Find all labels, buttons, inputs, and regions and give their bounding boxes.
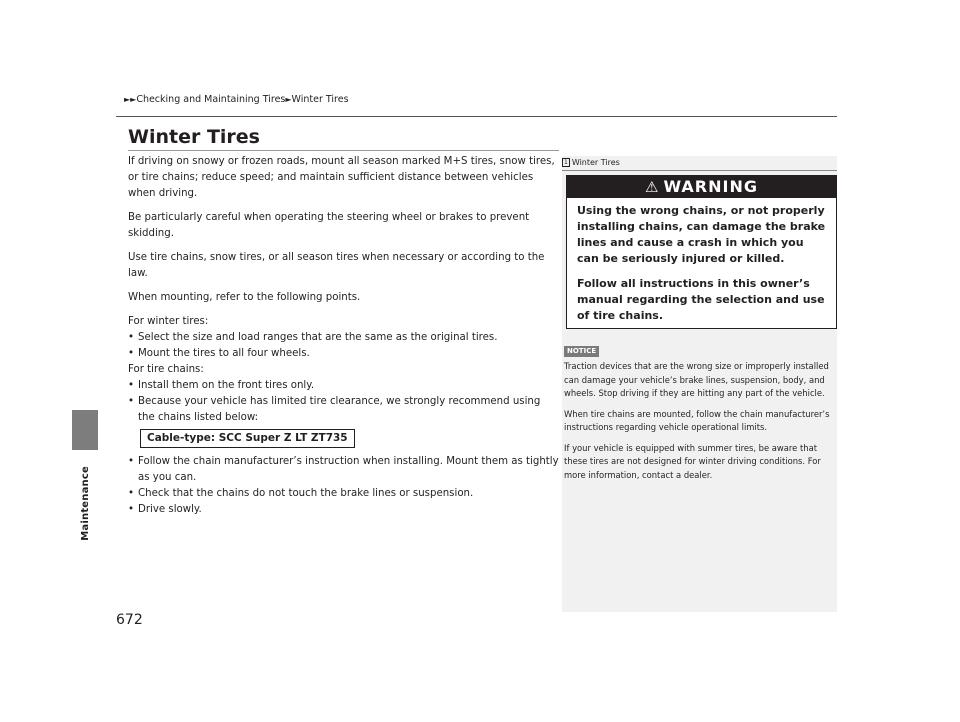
list-item: • Follow the chain manufacturer’s instruction when installing. Mount them as tightly as you can. [128, 454, 560, 486]
breadcrumb [124, 94, 349, 105]
list-item: • Because your vehicle has limited tire clearance, we strongly recommend using the chains listed below: [128, 394, 560, 426]
tire-chains-list-continued [128, 454, 560, 518]
warning-heading [567, 176, 836, 198]
law-paragraph: Use tire chains, snow tires, or all season tires when necessary or according to the law. [128, 252, 545, 279]
side-notes-panel [562, 156, 837, 612]
reference-number: 1 [564, 159, 568, 166]
breadcrumb-item-winter-tires[interactable]: Winter Tires [291, 94, 349, 105]
list-item: • Select the size and load ranges that are the same as the original tires. [128, 330, 560, 346]
page-number: 672 [116, 612, 143, 628]
note-paragraph: When tire chains are mounted, follow the chain manufacturer’s instructions regarding vehicle operational limits. [564, 408, 830, 432]
list-item: • Mount the tires to all four wheels. [128, 346, 560, 362]
warning-text: Follow all instructions in this owner’s manual regarding the selection and use of tire chains. [577, 277, 825, 322]
winter-tires-label: For winter tires: [128, 316, 209, 327]
intro-paragraph: If driving on snowy or frozen roads, mount all season marked M+S tires, snow tires, or tire chains; reduce speed; and maintain sufficient distance between vehicles when driving. [128, 156, 555, 199]
notice-text: Traction devices that are the wrong size or improperly installed can damage your vehicle’s brake lines, suspension, body, and wheels. Stop driving if they are hitting any part of the vehicle. [564, 361, 829, 398]
list-item: • Install them on the front tires only. [128, 378, 560, 394]
list-item: • Check that the chains do not touch the brake lines or suspension. [128, 486, 560, 502]
side-panel-header [562, 156, 837, 171]
breadcrumb-item-tires[interactable]: Checking and Maintaining Tires [136, 94, 286, 105]
caution-paragraph: Be particularly careful when operating the steering wheel or brakes to prevent skidding. [128, 212, 530, 239]
warning-heading-text: WARNING [663, 177, 758, 196]
side-panel-title: Winter Tires [571, 158, 620, 167]
breadcrumb-arrow-icon: ►► [124, 95, 137, 104]
page-title: Winter Tires [128, 126, 260, 148]
breadcrumb-arrow-icon: ► [285, 95, 292, 104]
side-panel-notes [564, 360, 832, 489]
winter-tires-list [128, 330, 560, 362]
section-tab [72, 410, 98, 450]
header-divider [116, 116, 837, 117]
cable-type-box: Cable-type: SCC Super Z LT ZT735 [140, 429, 355, 448]
warning-text: Using the wrong chains, or not properly installing chains, can damage the brake lines and cause a crash in which you can be seriously injured or killed. [577, 204, 826, 265]
tire-chains-label: For tire chains: [128, 364, 204, 375]
warning-triangle-icon: ⚠ [645, 178, 660, 196]
warning-box [566, 175, 837, 329]
title-divider [128, 150, 559, 151]
note-paragraph: If your vehicle is equipped with summer tires, be aware that these tires are not designed for winter driving conditions. For more information, contact a dealer. [564, 442, 821, 480]
mounting-paragraph: When mounting, refer to the following points. [128, 292, 361, 303]
list-item: • Drive slowly. [128, 502, 560, 518]
warning-body [567, 198, 836, 324]
tire-chains-list [128, 378, 560, 426]
section-label: Maintenance [80, 466, 91, 541]
main-content [128, 154, 560, 518]
notice-badge: NOTICE [564, 346, 599, 357]
